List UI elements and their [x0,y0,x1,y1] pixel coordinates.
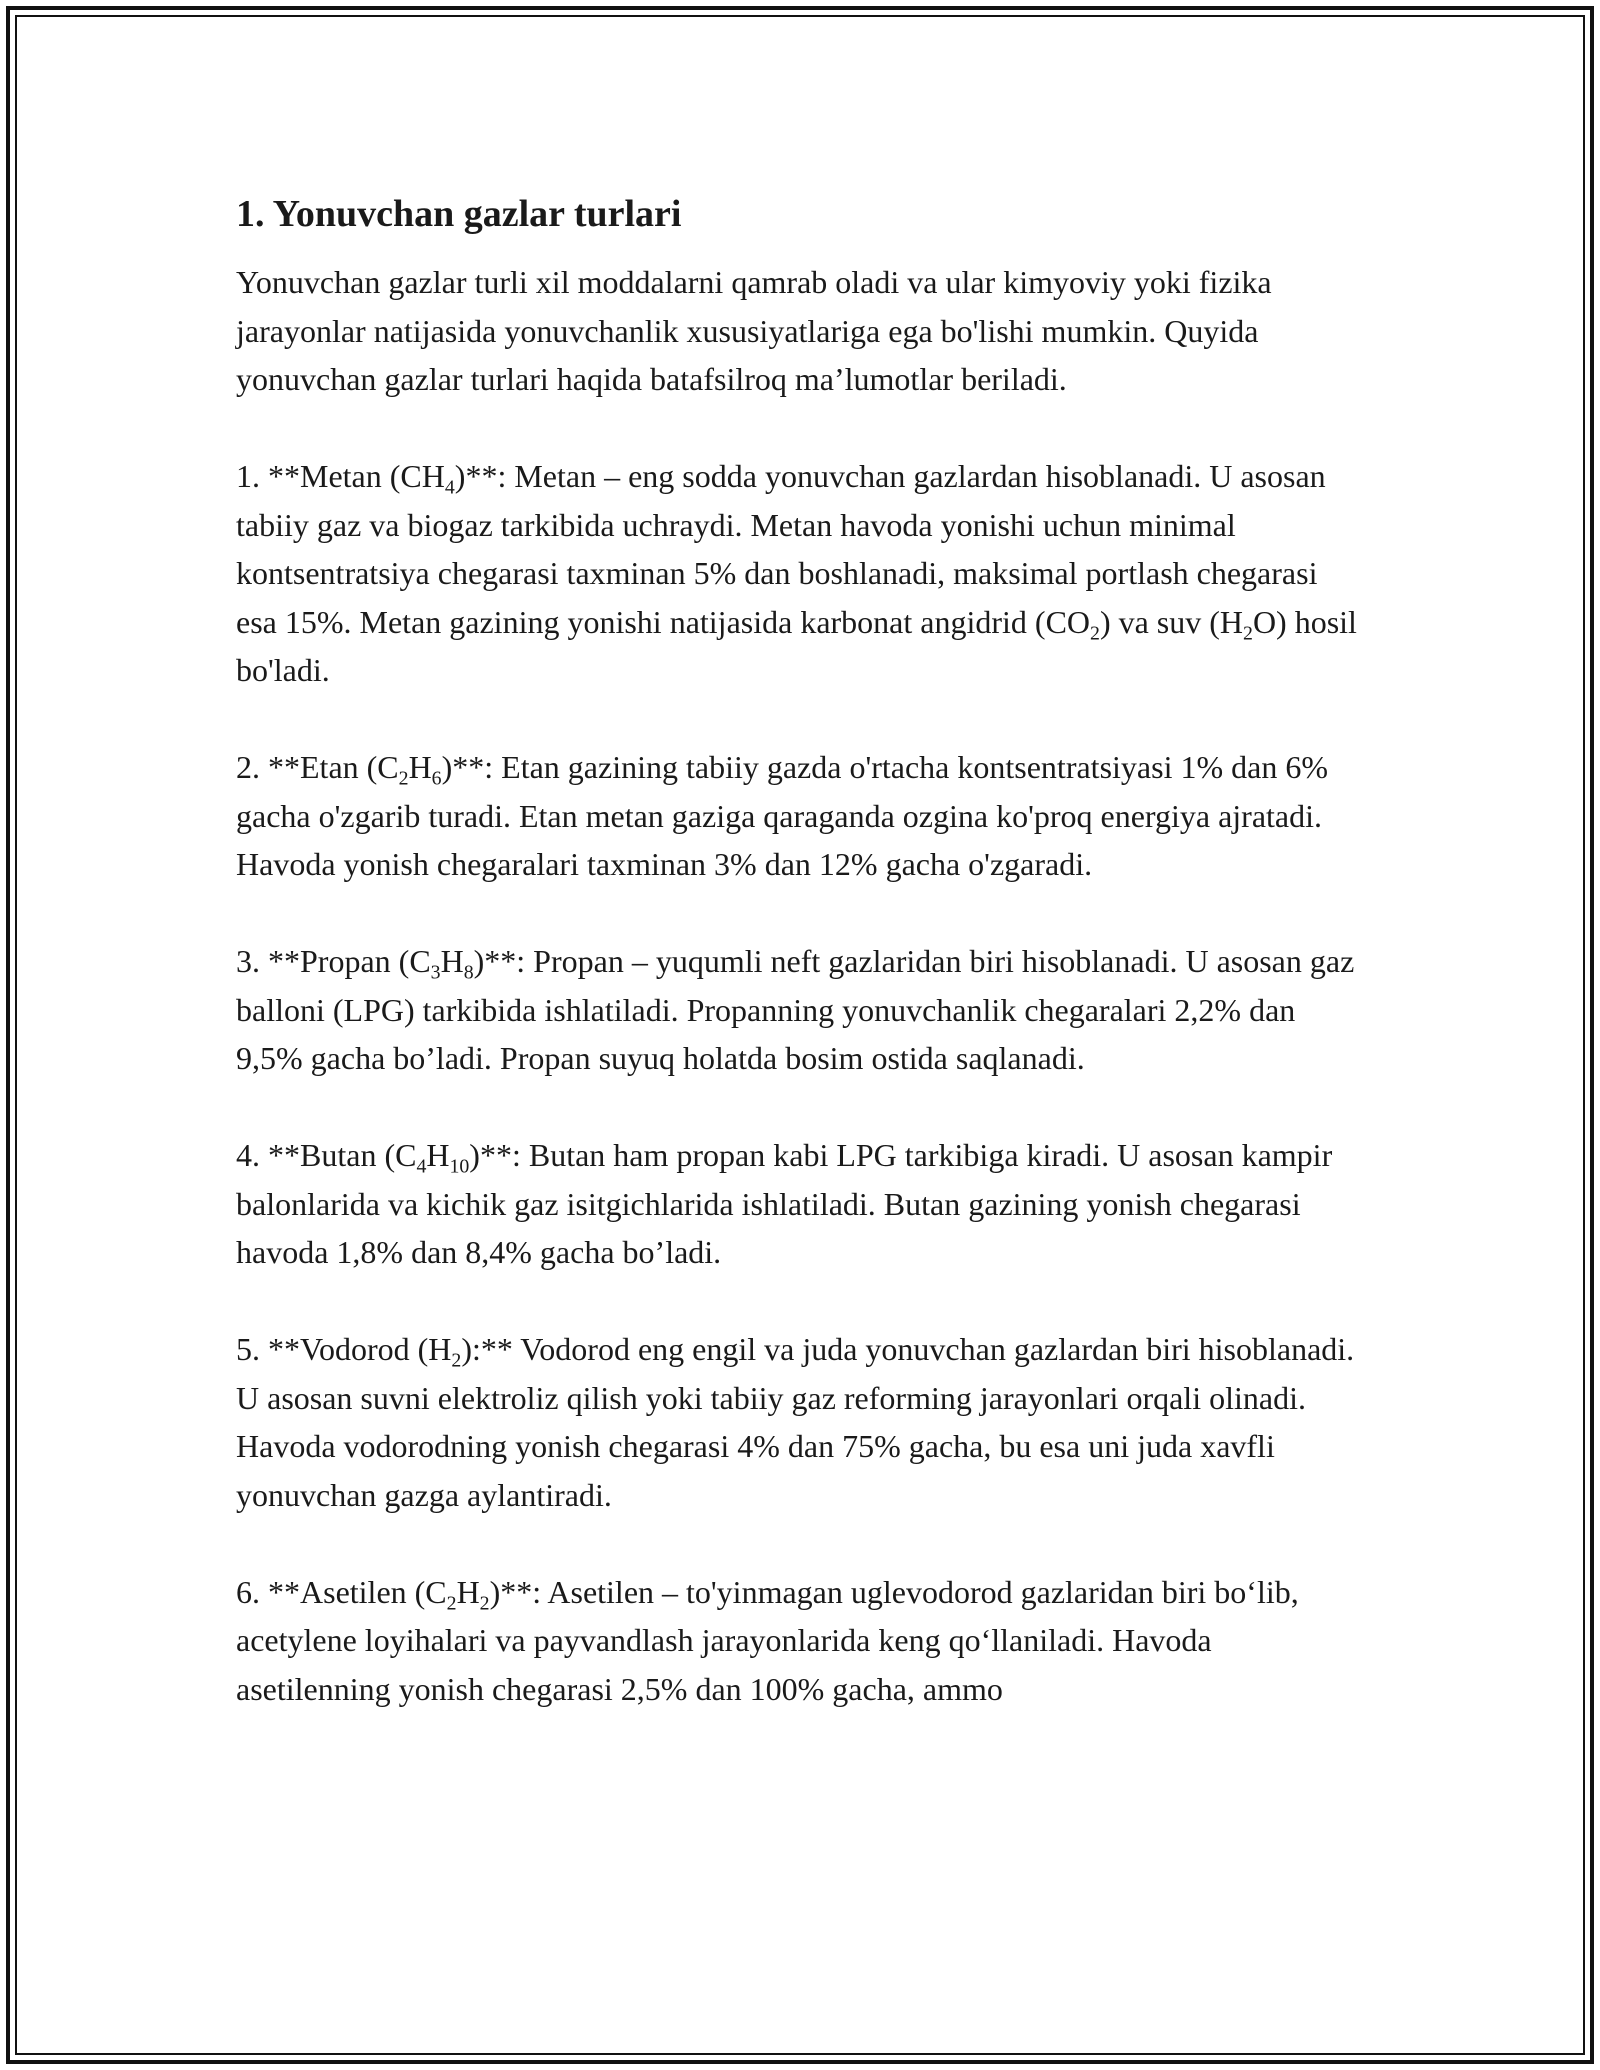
gas-butan-formula-subscript: 10 [449,1155,470,1178]
gas-metan-h2o-formula-text: H [1219,603,1244,640]
gas-asetilen-formula-text: H [456,1573,480,1610]
gas-metan-label-end: )**: [454,458,515,494]
gas-asetilen-paragraph [236,1568,1366,1714]
gas-propan-label-end: )**: [473,943,534,979]
gas-propan-formula-text: H [440,943,464,979]
gas-propan-paragraph [236,937,1366,1083]
gas-butan-formula-text: C [395,1137,417,1173]
gas-butan-formula-text: H [426,1137,450,1173]
gas-butan-paragraph [236,1131,1366,1277]
gas-vodorod-label-end: ):** [461,1331,521,1367]
intro-paragraph: Yonuvchan gazlar turli xil moddalarni qamrab oladi va ular kimyoviy yoki fizika jarayonlar natijasida yonuvchanlik xususiyatlariga ega bo'lishi mumkin. Quyida yonuvchan gazlar turlari haqida batafsilroq ma’lumotlar beriladi. [236,264,1272,397]
gas-asetilen-formula-subscript: 2 [479,1591,490,1614]
gas-metan-co2-formula-text: CO [1045,603,1091,640]
gas-metan-label: 1. **Metan ( [236,458,401,494]
gas-asetilen-formula-subscript: 2 [446,1591,457,1614]
gas-list [236,452,1366,1713]
gas-etan-paragraph [236,743,1366,889]
gas-metan-h2o-formula-subscript: 2 [1243,621,1253,644]
gas-butan-description: Butan ham propan kabi LPG tarkibiga kiradi. U asosan kampir balonlarida va kichik gaz isitgichlarida ishlatiladi. Butan gazining yonish chegarasi havoda 1,8% dan 8,4% gacha bo’ladi. [236,1137,1333,1270]
document-body [236,184,1366,1762]
gas-etan-formula-subscript: 6 [431,767,442,790]
gas-etan-description: Etan gazining tabiiy gazda o'rtacha kontsentratsiyasi 1% dan 6% gacha o'zgarib turadi. Etan metan gaziga qaraganda ozgina ko'proq energiya ajratadi. Havoda yonish chegaralari taxminan 3% dan 12% gacha o'zgaradi. [236,749,1328,882]
gas-metan-formula-subscript: 4 [444,476,455,499]
gas-vodorod-label: 5. **Vodorod ( [236,1331,429,1367]
gas-asetilen-description: Asetilen – to'yinmagan uglevodorod gazlaridan biri bo‘lib, acetylene loyihalari va payvandlash jarayonlarida keng qo‘llaniladi. Havoda asetilenning yonish chegarasi 2,5% dan 100% gacha, ammo [236,1573,1299,1707]
gas-metan-description-cont: ) va suv ( [1099,603,1220,640]
gas-metan-description: Metan – eng sodda yonuvchan gazlardan hisoblanadi. U asosan tabiiy gaz va biogaz tarkibida uchraydi. Metan havoda yonishi uchun minimal kontsentratsiya chegarasi taxminan 5% dan boshlanadi, maksimal portlash chegarasi esa 15%. Metan gazining yonishi natijasida karbonat angidrid ( [236,458,1326,640]
gas-metan-paragraph [236,452,1366,695]
gas-propan-label: 3. **Propan ( [236,943,410,979]
gas-etan-formula-subscript: 2 [398,767,409,790]
gas-butan-label-end: )**: [469,1137,529,1173]
gas-butan-formula-subscript: 4 [416,1155,427,1178]
gas-propan-formula-subscript: 3 [430,961,441,984]
section-heading: 1. Yonuvchan gazlar turlari [236,193,682,235]
gas-etan-formula-text: H [408,749,432,785]
gas-propan-description: Propan – yuqumli neft gazlaridan biri hisoblanadi. U asosan gaz balloni (LPG) tarkibida ishlatiladi. Propanning yonuvchanlik chegaralari 2,2% dan 9,5% gacha bo’ladi. Propan suyuq holatda bosim ostida saqlanadi. [236,943,1355,1076]
gas-vodorod-formula-text: H [428,1331,452,1367]
gas-vodorod-formula-subscript: 2 [451,1349,462,1372]
gas-butan-label: 4. **Butan ( [236,1137,396,1173]
gas-metan-formula-text: CH [400,458,445,494]
gas-asetilen-formula-text: C [425,1573,447,1610]
gas-asetilen-label-end: )**: [489,1573,548,1610]
gas-metan-co2-formula-subscript: 2 [1090,621,1100,644]
gas-propan-formula-text: C [409,943,431,979]
gas-vodorod-description: Vodorod eng engil va juda yonuvchan gazlardan biri hisoblanadi. U asosan suvni elektroliz qilish yoki tabiiy gaz reforming jarayonlari orqali olinadi. Havoda vodorodning yonish chegarasi 4% dan 75% gacha, bu esa uni juda xavfli yonuvchan gazga aylantiradi. [236,1331,1355,1513]
gas-asetilen-label: 6. **Asetilen ( [236,1573,426,1610]
gas-etan-label: 2. **Etan ( [236,749,378,785]
gas-etan-formula-text: C [377,749,399,785]
gas-metan-h2o-formula-text: O [1252,603,1277,640]
gas-etan-label-end: )**: [441,749,502,785]
gas-propan-formula-subscript: 8 [463,961,474,984]
gas-metan-description-end: ) hosil bo'ladi. [236,603,1357,688]
gas-vodorod-paragraph [236,1325,1366,1519]
